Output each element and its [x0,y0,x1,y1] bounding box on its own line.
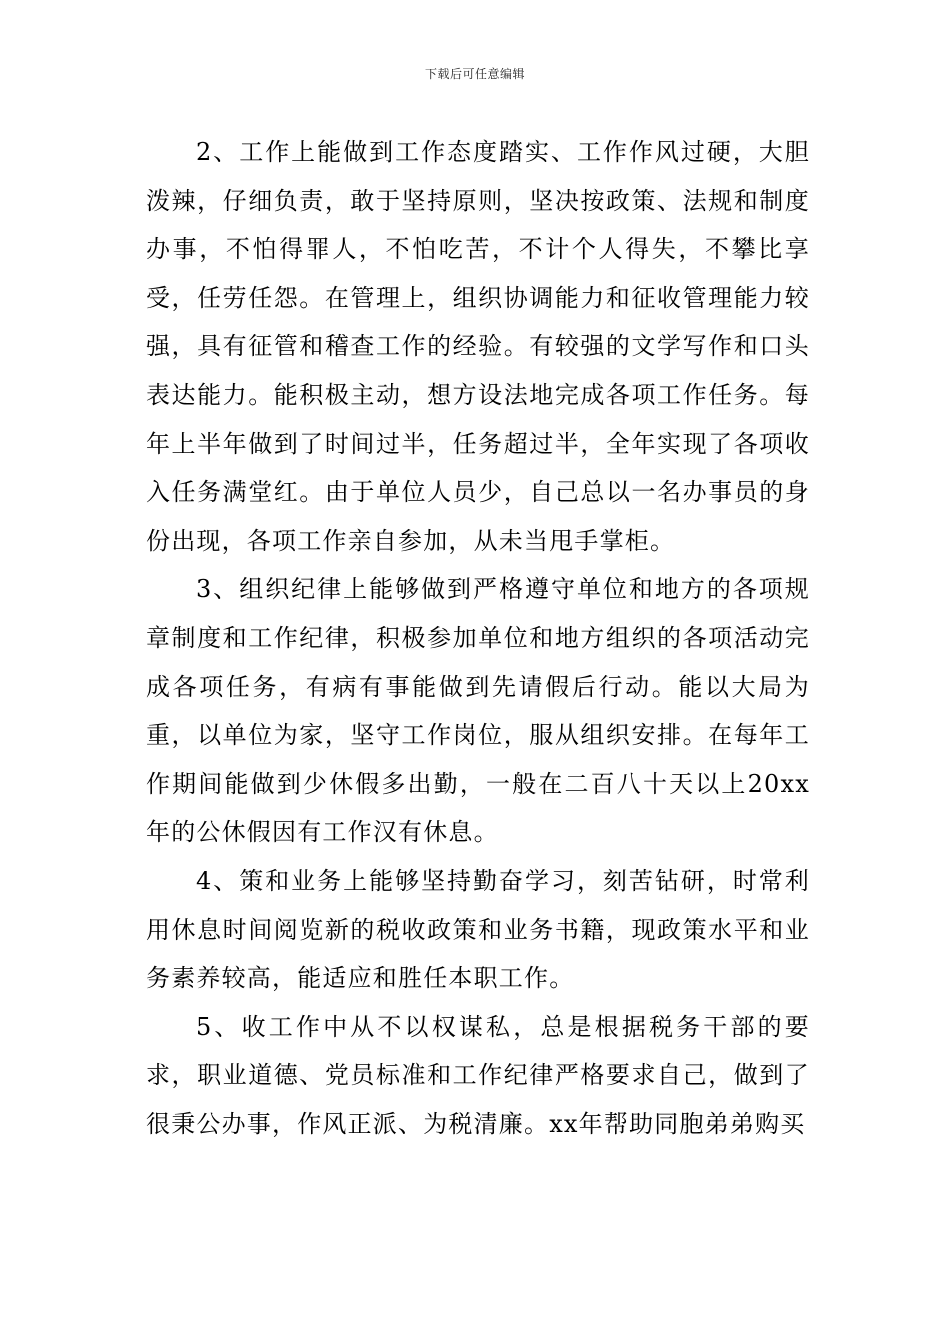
header-note: 下载后可任意编辑 [424,67,525,81]
paragraph-4: 4、策和业务上能够坚持勤奋学习，刻苦钻研，时常利用休息时间阅览新的税收政策和业务书籍，现政策水平和业务素养较高，能适应和胜任本职工作。 [146,866,810,993]
paragraph-3: 3、组织纪律上能够做到严格遵守单位和地方的各项规章制度和工作纪律，积极参加单位和地方组织的各项活动完成各项任务，有病有事能做到先请假后行动。能以大局为重，以单位为家，坚守工作岗位，服从组织安排。在每年工作期间能做到少休假多出勤，一般在二百八十天以上20xx年的公休假因有工作汉有休息。 [146,575,810,847]
paragraph-5: 5、收工作中从不以权谋私，总是根据税务干部的要求，职业道德、党员标准和工作纪律严格要求自己，做到了很秉公办事，作风正派、为税清廉。xx年帮助同胞弟弟购买 [146,1012,810,1138]
document-body [146,128,810,1148]
paragraph-2: 2、工作上能做到工作态度踏实、工作作风过硬，大胆泼辣，仔细负责，敢于坚持原则，坚决按政策、法规和制度办事，不怕得罪人，不怕吃苦，不计个人得失，不攀比享受，任劳任怨。在管理上，组织协调能力和征收管理能力较强，具有征管和稽查工作的经验。有较强的文学写作和口头表达能力。能积极主动，想方设法地完成各项工作任务。每年上半年做到了时间过半，任务超过半，全年实现了各项收入任务满堂红。由于单位人员少，自己总以一名办事员的身份出现，各项工作亲自参加，从未当甩手掌柜。 [146,138,810,555]
